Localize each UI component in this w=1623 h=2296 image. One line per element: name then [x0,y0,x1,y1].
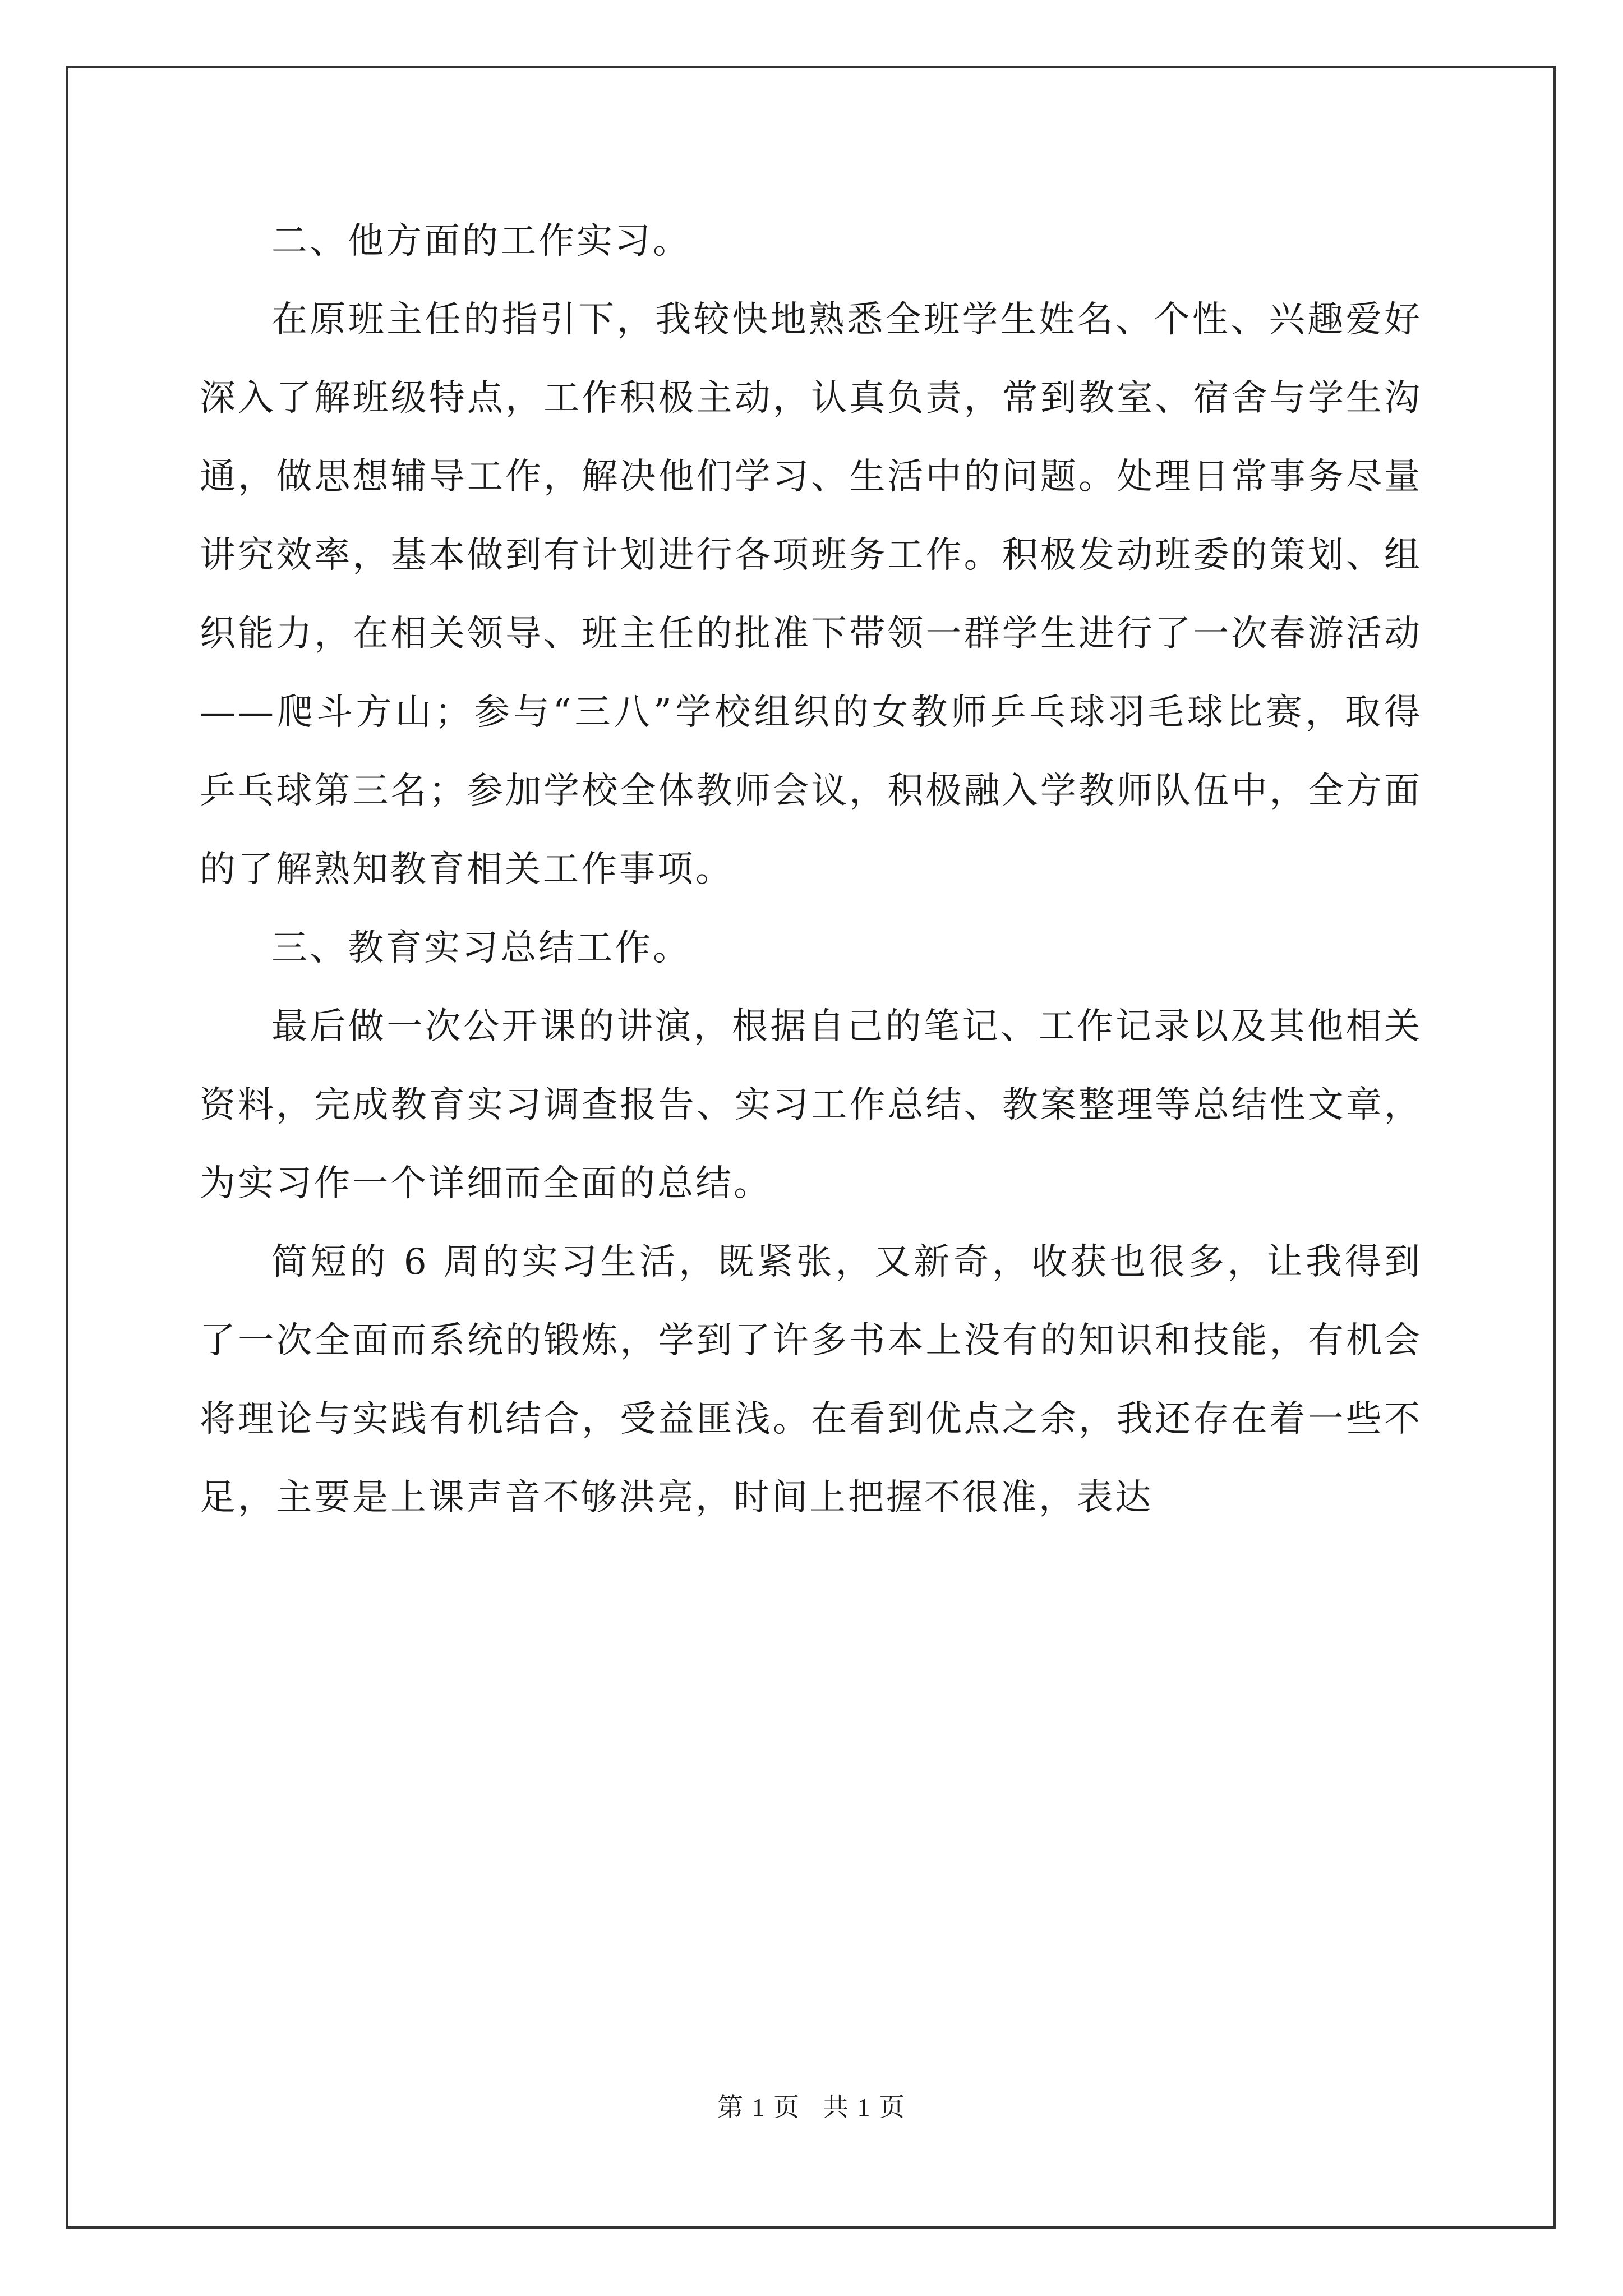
paragraph: 在原班主任的指引下，我较快地熟悉全班学生姓名、个性、兴趣爱好深入了解班级特点，工作积极主动，认真负责，常到教室、宿舍与学生沟通，做思想辅导工作，解决他们学习、生活中的问题。处理日常事务尽量讲究效率，基本做到有计划进行各项班务工作。积极发动班委的策划、组织能力，在相关领导、班主任的批准下带领一群学生进行了一次春游活动——爬斗方山；参与“三八”学校组织的女教师乒乓球羽毛球比赛，取得乒乓球第三名；参加学校全体教师会议，积极融入学教师队伍中，全方面的了解熟知教育相关工作事项。 [200,299,1422,890]
paragraph: 最后做一次公开课的讲演，根据自己的笔记、工作记录以及其他相关资料，完成教育实习调查报告、实习工作总结、教案整理等总结性文章，为实习作一个详细而全面的总结。 [200,1006,1422,1204]
paragraph: 简短的 6 周的实习生活，既紧张，又新奇，收获也很多，让我得到了一次全面而系统的锻炼，学到了许多书本上没有的知识和技能，有机会将理论与实践有机结合，受益匪浅。在看到优点之余，我还存在着一些不足，主要是上课声音不够洪亮，时间上把握不很准，表达 [200,1241,1422,1519]
page-total: 共 1 页 [823,2093,906,2122]
page-number: 第 1 页 [717,2093,800,2122]
page-footer [0,2087,1623,2124]
heading-section-2: 二、他方面的工作实习。 [271,220,691,262]
document-body [200,202,1422,1537]
heading-section-3: 三、教育实习总结工作。 [271,927,691,969]
